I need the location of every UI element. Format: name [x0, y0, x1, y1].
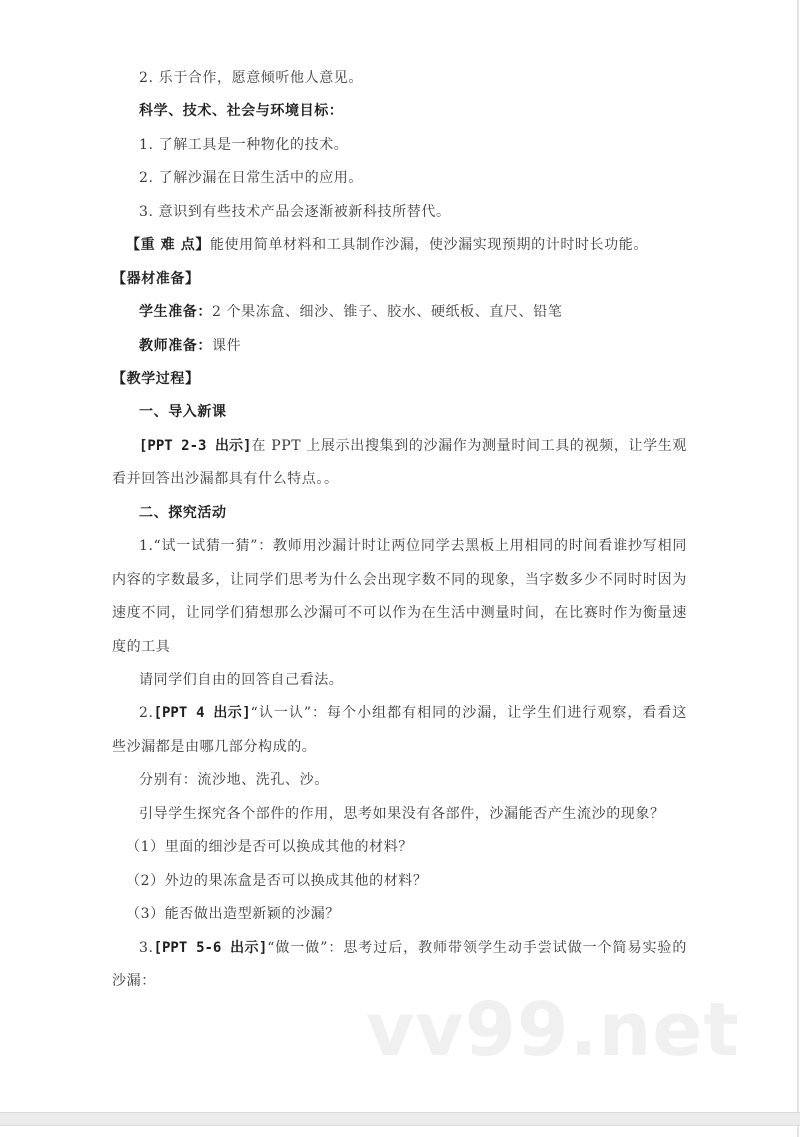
key-points-label: 【重 难 点】 [126, 237, 210, 254]
page-separator [0, 1112, 800, 1126]
activity-2-guide: 引导学生探究各个部件的作用，思考如果没有各部件，沙漏能否产生流沙的现象？ [139, 805, 665, 822]
key-points-text: 能使用简单材料和工具制作沙漏，使沙漏实现预期的计时时长功能。 [209, 237, 648, 254]
sts-goal-2: 2. 了解沙漏在日常生活中的应用。 [139, 170, 364, 187]
key-points [112, 229, 687, 262]
section-intro-text: 在 PPT 上展示出搜集到的沙漏作为测量时间工具的视频，让学生观看并回答出沙漏都具有什么特点。。 [112, 437, 687, 488]
activity-2-text: “认一认”：每个小组都有相同的沙漏，让学生们进行观察，看看这些沙漏都是由哪几部分构成的。 [112, 705, 687, 755]
student-preparation [112, 296, 687, 329]
ppt-tag: [PPT 2-3 出示] [139, 437, 252, 454]
section-intro-heading: 一、导入新课 [139, 404, 227, 421]
teacher-preparation [112, 330, 687, 363]
sts-goal-3: 3. 意识到有些技术产品会逐渐被新科技所替代。 [139, 203, 451, 220]
student-prep-label: 学生准备： [139, 304, 212, 321]
student-prep-text: 2 个果冻盒、细沙、锥子、胶水、硬纸板、直尺、铅笔 [212, 304, 563, 321]
activity-1-followup: 请同学们自由的回答自己看法。 [139, 671, 344, 688]
section-intro-paragraph [112, 430, 687, 497]
section-explore-heading: 二、探究活动 [139, 504, 227, 521]
watermark: vv99.net [366, 987, 740, 1073]
activity-2-paragraph [112, 697, 687, 764]
activity-2-number: 2. [139, 705, 154, 722]
process-heading: 【教学过程】 [112, 370, 200, 387]
question-2: （2）外边的果冻盒是否可以换成其他的材料？ [126, 872, 428, 889]
document-content [112, 62, 687, 998]
question-3: （3）能否做出造型新颖的沙漏？ [126, 906, 340, 923]
teacher-prep-text: 课件 [212, 337, 242, 354]
materials-heading: 【器材准备】 [112, 270, 200, 287]
next-page-top [0, 1126, 799, 1137]
activity-3-text: “做一做”：思考过后，教师带领学生动手尝试做一个简易实验的沙漏： [112, 939, 687, 989]
sts-goal-1: 1. 了解工具是一种物化的技术。 [139, 136, 349, 153]
activity-3-number: 3. [139, 939, 154, 956]
ppt-tag: [PPT 4 出示] [153, 705, 251, 722]
sts-goals-heading: 科学、技术、社会与环境目标： [139, 103, 344, 120]
teacher-prep-label: 教师准备： [139, 337, 212, 354]
question-1: （1）里面的细沙是否可以换成其他的材料？ [126, 839, 413, 856]
activity-2-parts: 分别有：流沙地、洗孔、沙。 [139, 772, 329, 789]
ppt-tag: [PPT 5-6 出示] [153, 939, 268, 956]
goal-cooperation: 2. 乐于合作，愿意倾听他人意见。 [139, 70, 364, 86]
activity-1-paragraph: 1.“试一试猜一猜”：教师用沙漏计时让两位同学去黑板上用相同的时间看谁抄写相同内容的字数最多，让同学们思考为什么会出现字数不同的现象，当字数多少不同时时因为速度不同，让同学们猜想那么沙漏可不可以作为在生活中测量时间，在比赛时作为衡量速度的工具 [112, 538, 687, 655]
